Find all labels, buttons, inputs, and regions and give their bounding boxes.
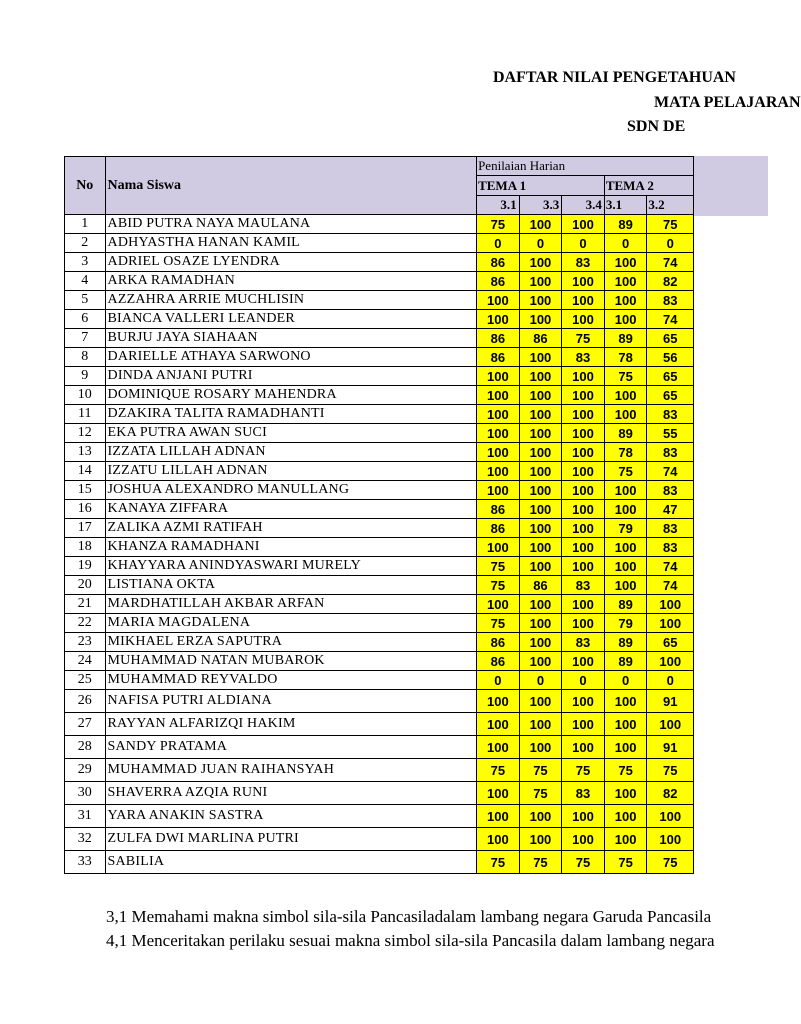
- student-name: BIANCA VALLERI LEANDER: [105, 310, 477, 329]
- row-number: 12: [65, 424, 106, 443]
- score-cell: 100: [519, 253, 562, 272]
- score-cell: 56: [647, 348, 694, 367]
- score-cell: 100: [604, 690, 647, 713]
- row-number: 2: [65, 234, 106, 253]
- score-cell: 100: [519, 713, 562, 736]
- row-number: 11: [65, 405, 106, 424]
- score-cell: 100: [604, 500, 647, 519]
- table-row: [65, 291, 694, 310]
- score-cell: 83: [647, 519, 694, 538]
- row-number: 16: [65, 500, 106, 519]
- group-header-tema1: TEMA 1: [477, 176, 605, 196]
- student-name: MUHAMMAD JUAN RAIHANSYAH: [105, 759, 477, 782]
- score-cell: 100: [477, 805, 520, 828]
- student-name: MARDHATILLAH AKBAR ARFAN: [105, 595, 477, 614]
- table-row: [65, 519, 694, 538]
- score-cell: 100: [519, 405, 562, 424]
- score-cell: 0: [604, 234, 647, 253]
- row-number: 15: [65, 481, 106, 500]
- row-number: 26: [65, 690, 106, 713]
- score-cell: 100: [477, 424, 520, 443]
- row-number: 13: [65, 443, 106, 462]
- score-cell: 89: [604, 652, 647, 671]
- score-cell: 100: [519, 424, 562, 443]
- score-cell: 100: [477, 386, 520, 405]
- score-cell: 83: [647, 405, 694, 424]
- score-cell: 100: [604, 782, 647, 805]
- score-cell: 74: [647, 576, 694, 595]
- score-cell: 83: [562, 348, 605, 367]
- table-row: [65, 828, 694, 851]
- score-cell: 86: [477, 652, 520, 671]
- student-name: JOSHUA ALEXANDRO MANULLANG: [105, 481, 477, 500]
- table-row: [65, 234, 694, 253]
- row-number: 20: [65, 576, 106, 595]
- score-cell: 75: [477, 851, 520, 874]
- score-cell: 100: [519, 652, 562, 671]
- row-number: 4: [65, 272, 106, 291]
- score-cell: 0: [477, 671, 520, 690]
- score-cell: 100: [562, 481, 605, 500]
- score-cell: 75: [562, 759, 605, 782]
- score-cell: 100: [604, 805, 647, 828]
- score-cell: 100: [477, 405, 520, 424]
- student-name: RAYYAN ALFARIZQI HAKIM: [105, 713, 477, 736]
- score-cell: 100: [562, 291, 605, 310]
- table-row: [65, 272, 694, 291]
- score-cell: 83: [647, 481, 694, 500]
- score-cell: 100: [519, 519, 562, 538]
- competency-notes: [106, 905, 715, 953]
- row-number: 28: [65, 736, 106, 759]
- score-cell: 65: [647, 329, 694, 348]
- student-name: LISTIANA OKTA: [105, 576, 477, 595]
- score-cell: 100: [562, 215, 605, 234]
- score-cell: 83: [562, 576, 605, 595]
- score-cell: 100: [562, 386, 605, 405]
- table-row: [65, 736, 694, 759]
- student-name: ADHYASTHA HANAN KAMIL: [105, 234, 477, 253]
- kd-code-header: 3.1: [477, 196, 520, 215]
- score-cell: 75: [562, 851, 605, 874]
- score-cell: 91: [647, 690, 694, 713]
- score-cell: 100: [519, 367, 562, 386]
- student-name: MUHAMMAD NATAN MUBAROK: [105, 652, 477, 671]
- score-cell: 100: [477, 367, 520, 386]
- student-name: ADRIEL OSAZE LYENDRA: [105, 253, 477, 272]
- score-cell: 100: [647, 805, 694, 828]
- score-cell: 89: [604, 633, 647, 652]
- score-cell: 100: [647, 614, 694, 633]
- score-cell: 78: [604, 443, 647, 462]
- row-number: 3: [65, 253, 106, 272]
- score-cell: 86: [477, 633, 520, 652]
- student-name: SABILIA: [105, 851, 477, 874]
- score-cell: 100: [519, 690, 562, 713]
- score-cell: 75: [477, 215, 520, 234]
- score-cell: 75: [604, 462, 647, 481]
- score-cell: 100: [562, 652, 605, 671]
- score-cell: 100: [519, 443, 562, 462]
- score-cell: 65: [647, 367, 694, 386]
- table-row: [65, 424, 694, 443]
- row-number: 31: [65, 805, 106, 828]
- row-number: 7: [65, 329, 106, 348]
- score-cell: 75: [519, 782, 562, 805]
- table-row: [65, 652, 694, 671]
- row-number: 25: [65, 671, 106, 690]
- kd-code-header: 3.1: [604, 196, 647, 215]
- score-cell: 100: [519, 557, 562, 576]
- score-cell: 100: [604, 405, 647, 424]
- score-cell: 100: [477, 481, 520, 500]
- score-cell: 100: [562, 538, 605, 557]
- row-number: 6: [65, 310, 106, 329]
- kd-code-header: 3.3: [519, 196, 562, 215]
- score-cell: 0: [477, 234, 520, 253]
- table-row: [65, 690, 694, 713]
- score-cell: 100: [562, 713, 605, 736]
- score-cell: 75: [604, 759, 647, 782]
- table-row: [65, 386, 694, 405]
- score-cell: 75: [519, 759, 562, 782]
- score-cell: 100: [519, 828, 562, 851]
- score-cell: 100: [647, 595, 694, 614]
- score-cell: 75: [647, 215, 694, 234]
- score-cell: 100: [647, 828, 694, 851]
- score-cell: 100: [604, 310, 647, 329]
- score-cell: 55: [647, 424, 694, 443]
- table-row: [65, 253, 694, 272]
- column-header-no: No: [65, 157, 106, 215]
- score-cell: 83: [647, 443, 694, 462]
- score-cell: 75: [477, 759, 520, 782]
- student-name: MARIA MAGDALENA: [105, 614, 477, 633]
- score-cell: 83: [562, 782, 605, 805]
- score-cell: 100: [562, 614, 605, 633]
- score-cell: 79: [604, 519, 647, 538]
- student-name: IZZATA LILLAH ADNAN: [105, 443, 477, 462]
- score-cell: 100: [477, 443, 520, 462]
- score-cell: 86: [477, 272, 520, 291]
- score-cell: 86: [477, 500, 520, 519]
- group-header-tema2: TEMA 2: [604, 176, 693, 196]
- row-number: 8: [65, 348, 106, 367]
- row-number: 29: [65, 759, 106, 782]
- row-number: 1: [65, 215, 106, 234]
- student-name: EKA PUTRA AWAN SUCI: [105, 424, 477, 443]
- table-row: [65, 481, 694, 500]
- score-cell: 100: [519, 500, 562, 519]
- score-cell: 100: [519, 462, 562, 481]
- score-cell: 47: [647, 500, 694, 519]
- score-cell: 100: [519, 614, 562, 633]
- score-cell: 75: [604, 367, 647, 386]
- student-name: MIKHAEL ERZA SAPUTRA: [105, 633, 477, 652]
- table-row: [65, 329, 694, 348]
- score-cell: 75: [604, 851, 647, 874]
- student-name: SANDY PRATAMA: [105, 736, 477, 759]
- score-cell: 0: [562, 671, 605, 690]
- score-cell: 86: [477, 519, 520, 538]
- score-cell: 91: [647, 736, 694, 759]
- student-name: KANAYA ZIFFARA: [105, 500, 477, 519]
- score-cell: 65: [647, 386, 694, 405]
- row-number: 32: [65, 828, 106, 851]
- score-cell: 100: [477, 828, 520, 851]
- score-cell: 100: [562, 736, 605, 759]
- table-row: [65, 443, 694, 462]
- score-cell: 89: [604, 424, 647, 443]
- score-cell: 100: [562, 367, 605, 386]
- score-cell: 0: [647, 671, 694, 690]
- table-row: [65, 671, 694, 690]
- score-cell: 100: [519, 736, 562, 759]
- score-cell: 86: [477, 348, 520, 367]
- table-row: [65, 851, 694, 874]
- score-cell: 100: [519, 310, 562, 329]
- student-name: ZULFA DWI MARLINA PUTRI: [105, 828, 477, 851]
- score-cell: 100: [562, 443, 605, 462]
- score-cell: 100: [477, 713, 520, 736]
- row-number: 23: [65, 633, 106, 652]
- score-cell: 74: [647, 310, 694, 329]
- table-row: [65, 713, 694, 736]
- score-cell: 100: [519, 272, 562, 291]
- row-number: 5: [65, 291, 106, 310]
- score-cell: 100: [519, 538, 562, 557]
- score-cell: 89: [604, 595, 647, 614]
- score-cell: 100: [477, 595, 520, 614]
- score-cell: 100: [477, 462, 520, 481]
- score-cell: 83: [647, 291, 694, 310]
- table-row: [65, 633, 694, 652]
- column-header-name: Nama Siswa: [105, 157, 477, 215]
- row-number: 14: [65, 462, 106, 481]
- student-name: AZZAHRA ARRIE MUCHLISIN: [105, 291, 477, 310]
- score-cell: 75: [477, 557, 520, 576]
- table-row: [65, 348, 694, 367]
- student-name: BURJU JAYA SIAHAAN: [105, 329, 477, 348]
- student-name: ZALIKA AZMI RATIFAH: [105, 519, 477, 538]
- score-cell: 100: [604, 481, 647, 500]
- score-cell: 100: [519, 291, 562, 310]
- grades-table: [64, 156, 694, 874]
- score-cell: 100: [519, 386, 562, 405]
- kd-code-header: 3.4: [562, 196, 605, 215]
- score-cell: 100: [477, 291, 520, 310]
- student-name: DOMINIQUE ROSARY MAHENDRA: [105, 386, 477, 405]
- table-row: [65, 759, 694, 782]
- score-cell: 100: [562, 272, 605, 291]
- table-row: [65, 805, 694, 828]
- score-cell: 75: [477, 576, 520, 595]
- score-cell: 74: [647, 253, 694, 272]
- score-cell: 100: [562, 424, 605, 443]
- score-cell: 100: [604, 538, 647, 557]
- score-cell: 100: [604, 386, 647, 405]
- score-cell: 100: [562, 310, 605, 329]
- score-cell: 100: [562, 805, 605, 828]
- student-name: SHAVERRA AZQIA RUNI: [105, 782, 477, 805]
- score-cell: 100: [562, 557, 605, 576]
- score-cell: 0: [647, 234, 694, 253]
- score-cell: 74: [647, 462, 694, 481]
- student-name: IZZATU LILLAH ADNAN: [105, 462, 477, 481]
- row-number: 30: [65, 782, 106, 805]
- score-cell: 75: [647, 851, 694, 874]
- score-cell: 83: [562, 633, 605, 652]
- score-cell: 100: [519, 805, 562, 828]
- score-cell: 100: [647, 713, 694, 736]
- student-name: DARIELLE ATHAYA SARWONO: [105, 348, 477, 367]
- table-row: [65, 557, 694, 576]
- student-name: YARA ANAKIN SASTRA: [105, 805, 477, 828]
- table-row: [65, 576, 694, 595]
- score-cell: 100: [647, 652, 694, 671]
- score-cell: 86: [477, 329, 520, 348]
- score-cell: 86: [519, 576, 562, 595]
- score-cell: 100: [477, 736, 520, 759]
- table-row: [65, 405, 694, 424]
- score-cell: 83: [562, 253, 605, 272]
- table-row: [65, 538, 694, 557]
- score-cell: 100: [477, 690, 520, 713]
- score-cell: 100: [604, 253, 647, 272]
- group-header-penilaian: Penilaian Harian: [477, 157, 694, 176]
- document-title: DAFTAR NILAI PENGETAHUAN: [493, 69, 736, 86]
- score-cell: 100: [562, 519, 605, 538]
- score-cell: 83: [647, 538, 694, 557]
- note-line: 3,1 Memahami makna simbol sila-sila Pancasiladalam lambang negara Garuda Pancasila: [106, 907, 712, 926]
- score-cell: 0: [604, 671, 647, 690]
- row-number: 21: [65, 595, 106, 614]
- score-cell: 0: [519, 671, 562, 690]
- score-cell: 100: [604, 736, 647, 759]
- row-number: 33: [65, 851, 106, 874]
- score-cell: 75: [562, 329, 605, 348]
- score-cell: 100: [562, 462, 605, 481]
- score-cell: 65: [647, 633, 694, 652]
- table-row: [65, 462, 694, 481]
- score-cell: 89: [604, 329, 647, 348]
- row-number: 24: [65, 652, 106, 671]
- score-cell: 82: [647, 272, 694, 291]
- score-cell: 100: [604, 576, 647, 595]
- table-row: [65, 614, 694, 633]
- score-cell: 82: [647, 782, 694, 805]
- score-cell: 100: [477, 310, 520, 329]
- score-cell: 100: [562, 500, 605, 519]
- score-cell: 100: [519, 633, 562, 652]
- score-cell: 0: [562, 234, 605, 253]
- student-name: DINDA ANJANI PUTRI: [105, 367, 477, 386]
- score-cell: 100: [562, 405, 605, 424]
- score-cell: 100: [604, 272, 647, 291]
- score-cell: 100: [519, 595, 562, 614]
- student-name: KHANZA RAMADHANI: [105, 538, 477, 557]
- score-cell: 100: [604, 557, 647, 576]
- score-cell: 75: [519, 851, 562, 874]
- table-row: [65, 215, 694, 234]
- school-title: SDN DE: [627, 118, 686, 135]
- score-cell: 100: [519, 348, 562, 367]
- score-cell: 100: [477, 538, 520, 557]
- score-cell: 100: [562, 828, 605, 851]
- table-row: [65, 310, 694, 329]
- score-cell: 78: [604, 348, 647, 367]
- student-name: DZAKIRA TALITA RAMADHANTI: [105, 405, 477, 424]
- student-name: ARKA RAMADHAN: [105, 272, 477, 291]
- score-cell: 86: [477, 253, 520, 272]
- row-number: 17: [65, 519, 106, 538]
- score-cell: 86: [519, 329, 562, 348]
- student-name: MUHAMMAD REYVALDO: [105, 671, 477, 690]
- note-line: 4,1 Menceritakan perilaku sesuai makna simbol sila-sila Pancasila dalam lambang negara: [106, 931, 715, 950]
- score-cell: 75: [477, 614, 520, 633]
- score-cell: 100: [562, 595, 605, 614]
- row-number: 27: [65, 713, 106, 736]
- score-cell: 100: [562, 690, 605, 713]
- row-number: 22: [65, 614, 106, 633]
- student-name: ABID PUTRA NAYA MAULANA: [105, 215, 477, 234]
- score-cell: 89: [604, 215, 647, 234]
- header-fill-extension: [694, 156, 768, 216]
- subject-title: MATA PELAJARAN: [654, 94, 801, 111]
- row-number: 19: [65, 557, 106, 576]
- student-name: KHAYYARA ANINDYASWARI MURELY: [105, 557, 477, 576]
- score-cell: 79: [604, 614, 647, 633]
- score-cell: 100: [604, 828, 647, 851]
- score-cell: 74: [647, 557, 694, 576]
- row-number: 18: [65, 538, 106, 557]
- score-cell: 100: [477, 782, 520, 805]
- score-cell: 100: [604, 713, 647, 736]
- table-row: [65, 782, 694, 805]
- table-row: [65, 367, 694, 386]
- student-rows: [65, 215, 694, 874]
- row-number: 10: [65, 386, 106, 405]
- score-cell: 100: [519, 215, 562, 234]
- score-cell: 0: [519, 234, 562, 253]
- student-name: NAFISA PUTRI ALDIANA: [105, 690, 477, 713]
- score-cell: 75: [647, 759, 694, 782]
- table-row: [65, 500, 694, 519]
- score-cell: 100: [519, 481, 562, 500]
- score-cell: 100: [604, 291, 647, 310]
- row-number: 9: [65, 367, 106, 386]
- grades-sheet: [64, 156, 694, 874]
- kd-code-header: 3.2: [647, 196, 694, 215]
- table-row: [65, 595, 694, 614]
